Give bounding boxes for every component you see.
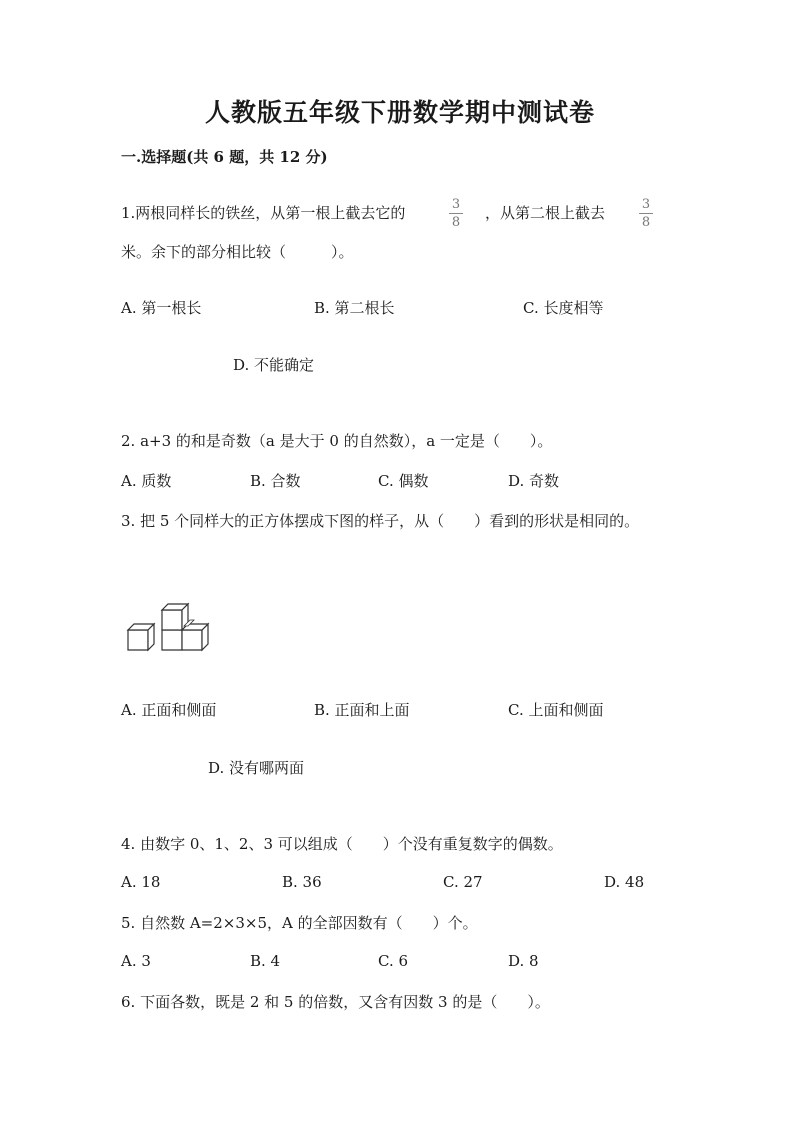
question-1-option-b[interactable]: B. 第二根长: [314, 299, 395, 317]
question-2-text: 2. a+3 的和是奇数（a 是大于 0 的自然数），a 一定是（ ）。: [121, 432, 553, 450]
section-heading: 一.选择题(共 6 题，共 12 分): [121, 148, 328, 166]
question-1-text-part2: ，从第二根上截去: [485, 204, 606, 222]
question-2-option-c[interactable]: C. 偶数: [378, 472, 429, 490]
cube-stack-icon: [126, 602, 210, 654]
question-4-option-c[interactable]: C. 27: [443, 873, 483, 891]
question-2-option-a[interactable]: A. 质数: [121, 472, 172, 490]
fraction-denominator: 8: [451, 215, 461, 230]
fraction-denominator: 8: [641, 215, 651, 230]
question-5-text: 5. 自然数 A=2×3×5，A 的全部因数有（ ）个。: [121, 914, 478, 932]
question-3-option-b[interactable]: B. 正面和上面: [314, 701, 410, 719]
question-5-option-d[interactable]: D. 8: [508, 952, 539, 970]
fraction-numerator: 3: [451, 197, 461, 212]
question-1-fraction-1: [447, 198, 465, 229]
question-4-option-b[interactable]: B. 36: [282, 873, 322, 891]
question-5-option-b[interactable]: B. 4: [250, 952, 281, 970]
question-3-option-c[interactable]: C. 上面和侧面: [508, 701, 604, 719]
question-1-option-c[interactable]: C. 长度相等: [523, 299, 604, 317]
question-1-option-a[interactable]: A. 第一根长: [121, 299, 202, 317]
question-4-text: 4. 由数字 0、1、2、3 可以组成（ ）个没有重复数字的偶数。: [121, 835, 563, 853]
question-1-text-part1: 1.两根同样长的铁丝，从第一根上截去它的: [121, 204, 406, 222]
fraction-bar: [449, 213, 463, 214]
question-4-option-a[interactable]: A. 18: [121, 873, 161, 891]
question-1-fraction-2: [637, 198, 655, 229]
question-5-option-a[interactable]: A. 3: [121, 952, 151, 970]
question-4-option-d[interactable]: D. 48: [604, 873, 645, 891]
question-1-option-d[interactable]: D. 不能确定: [233, 356, 315, 374]
question-2-option-d[interactable]: D. 奇数: [508, 472, 560, 490]
question-3-option-d[interactable]: D. 没有哪两面: [208, 759, 305, 777]
question-2-option-b[interactable]: B. 合数: [250, 472, 301, 490]
fraction-bar: [639, 213, 653, 214]
question-3-option-a[interactable]: A. 正面和侧面: [121, 701, 217, 719]
question-5-option-c[interactable]: C. 6: [378, 952, 409, 970]
question-3-text: 3. 把 5 个同样大的正方体摆成下图的样子，从（ ）看到的形状是相同的。: [121, 512, 640, 530]
fraction-numerator: 3: [641, 197, 651, 212]
question-1-text-line2: 米。余下的部分相比较（ ）。: [121, 243, 354, 261]
page-title: 人教版五年级下册数学期中测试卷: [204, 98, 595, 127]
question-6-text: 6. 下面各数，既是 2 和 5 的倍数，又含有因数 3 的是（ ）。: [121, 993, 550, 1011]
